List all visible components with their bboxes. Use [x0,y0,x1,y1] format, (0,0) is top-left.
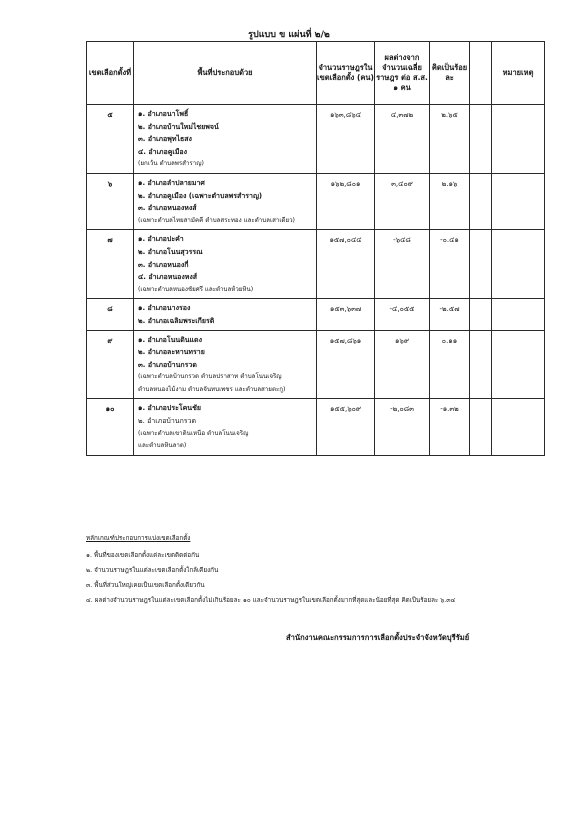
difference-cell: -๒,๐๘๓ [375,399,430,455]
area-line: (เฉพาะตำบลไทยสามัคคี ตำบลสระทอง และตำบลเสาเดียว) [138,216,295,224]
note-item: ๑. พื้นที่ของเขตเลือกตั้งแต่ละเขตติดต่อกัน [86,552,200,559]
remarks-cell [492,330,545,399]
office-signature: สำนักงานคณะกรรมการการเลือกตั้งประจำจังหวัดบุรีรัมย์ [286,633,470,642]
remarks-cell [492,299,545,330]
header-remarks: หมายเหตุ [492,42,545,105]
district-number-cell: ๘ [87,299,134,330]
criteria-notes [86,533,556,608]
header-population: จำนวนราษฎรในเขตเลือกตั้ง (คน) [317,42,375,105]
difference-cell: ๔,๓๗๒ [375,105,430,174]
percent-cell: ๒.๖๕ [430,105,470,174]
area-line: ๒. อำเภอเฉลิมพระเกียรติ [138,316,215,325]
area-line: ๑. อำเภอนางรอง [138,304,191,313]
difference-cell: -๔,๐๕๕ [375,299,430,330]
blank-cell [470,330,492,399]
area-line: ตำบลหนองไม้งาม ตำบลจันทบเพชร และตำบลสายตะกู) [138,385,286,393]
area-line: ๑. อำเภอลำปลายมาศ [138,178,205,187]
note-item: ๓. พื้นที่ส่วนใหญ่เคยเป็นเขตเลือกตั้งเดียวกัน [86,582,205,589]
notes-title: หลักเกณฑ์ประกอบการแบ่งเขตเลือกตั้ง [86,535,191,542]
area-line: และตำบลหินลาด) [138,442,187,450]
area-cell [134,399,317,455]
area-cell [134,230,317,299]
population-cell: ๑๕๗,๐๔๔ [317,230,375,299]
area-cell [134,105,317,174]
area-line: (เฉพาะตำบลบ้านกรวด ตำบลปราสาท ตำบลโนนเจริญ [138,373,282,381]
district-number-cell: ๕ [87,105,134,174]
population-cell: ๑๖๓,๘๖๔ [317,105,375,174]
area-line: ๒. อำเภอคูเมือง (เฉพาะตำบลพรสำราญ) [138,191,263,200]
area-line: ๔. อำเภอคูเมือง [138,147,188,156]
header-district-no: เขตเลือกตั้งที่ [87,42,134,105]
percent-cell: -๒.๕๗ [430,299,470,330]
electoral-district-table [86,41,545,456]
remarks-cell [492,399,545,455]
percent-cell: -๐.๔๑ [430,230,470,299]
area-line: ๓. อำเภอพุทไธสง [138,135,192,144]
difference-cell: ๑๖๙ [375,330,430,399]
blank-cell [470,230,492,299]
district-number-cell: ๗ [87,230,134,299]
percent-cell: -๑.๓๒ [430,399,470,455]
form-sheet-header: รูปแบบ ข แผ่นที่ ๒/๒ [248,30,330,40]
area-line: ๑. อำเภอโนนดินแดง [138,335,203,344]
area-cell [134,299,317,330]
district-number-cell: ๙ [87,330,134,399]
district-number-cell: ๖ [87,173,134,229]
area-line: (เฉพาะตำบลเขาดินเหนือ ตำบลโนนเจริญ [138,429,249,437]
area-line: ๒. อำเภอละหานทราย [138,348,205,357]
district-row [87,105,545,174]
district-row [87,330,545,399]
area-line: ๓. อำเภอหนองกี่ [138,260,189,269]
area-line: ๑. อำเภอประโคนชัย [138,404,201,413]
district-row [87,399,545,455]
area-line: ๒. อำเภอบ้านกรวด [138,417,197,426]
area-line: ๓. อำเภอหนองหงส์ [138,204,197,213]
area-line: ๒. อำเภอบ้านใหม่ไชยพจน์ [138,122,219,131]
area-cell [134,173,317,229]
area-line: ๔. อำเภอหนองหงส์ [138,273,198,282]
blank-cell [470,399,492,455]
blank-cell [470,173,492,229]
header-area: พื้นที่ประกอบด้วย [134,42,317,105]
area-line: (ยกเว้น ตำบลพรสำราญ) [138,160,204,168]
population-cell: ๑๖๒,๘๐๑ [317,173,375,229]
header-difference: ผลต่างจากจำนวนเฉลี่ยราษฎร ต่อ ส.ส. ๑ คน [375,42,430,105]
population-cell: ๑๕๕,๖๐๙ [317,399,375,455]
remarks-cell [492,230,545,299]
district-number-cell: ๑๐ [87,399,134,455]
blank-cell [470,105,492,174]
table-header-row [87,42,545,105]
blank-cell [470,299,492,330]
header-percent: คิดเป็นร้อยละ [430,42,470,105]
difference-cell: -๖๔๘ [375,230,430,299]
district-row [87,299,545,330]
header-blank [470,42,492,105]
area-line: ๒. อำเภอโนนสุวรรณ [138,247,203,256]
district-row [87,230,545,299]
percent-cell: ๒.๑๖ [430,173,470,229]
remarks-cell [492,173,545,229]
remarks-cell [492,105,545,174]
population-cell: ๑๕๗,๘๖๑ [317,330,375,399]
population-cell: ๑๕๓,๖๓๗ [317,299,375,330]
area-line: ๑. อำเภอนาโพธิ์ [138,110,189,118]
area-cell [134,330,317,399]
note-item: ๒. จำนวนราษฎรในแต่ละเขตเลือกตั้งใกล้เคียงกัน [86,567,219,574]
area-line: ๓. อำเภอบ้านกรวด [138,360,197,369]
note-item: ๔. ผลต่างจำนวนราษฎรในแต่ละเขตเลือกตั้งไม่เกินร้อยละ ๑๐ และจำนวนราษฎรในเขตเลือกตั้งมากที่สุดและน้อยที่สุด คิดเป็นร้อยละ ๖.๓๔ [86,597,456,604]
difference-cell: ๓,๔๐๙ [375,173,430,229]
district-row [87,173,545,229]
area-line: ๑. อำเภอปะคำ [138,235,184,244]
percent-cell: ๐.๑๑ [430,330,470,399]
area-line: (เฉพาะตำบลหนองชัยศรี และตำบลห้วยหิน) [138,285,254,293]
